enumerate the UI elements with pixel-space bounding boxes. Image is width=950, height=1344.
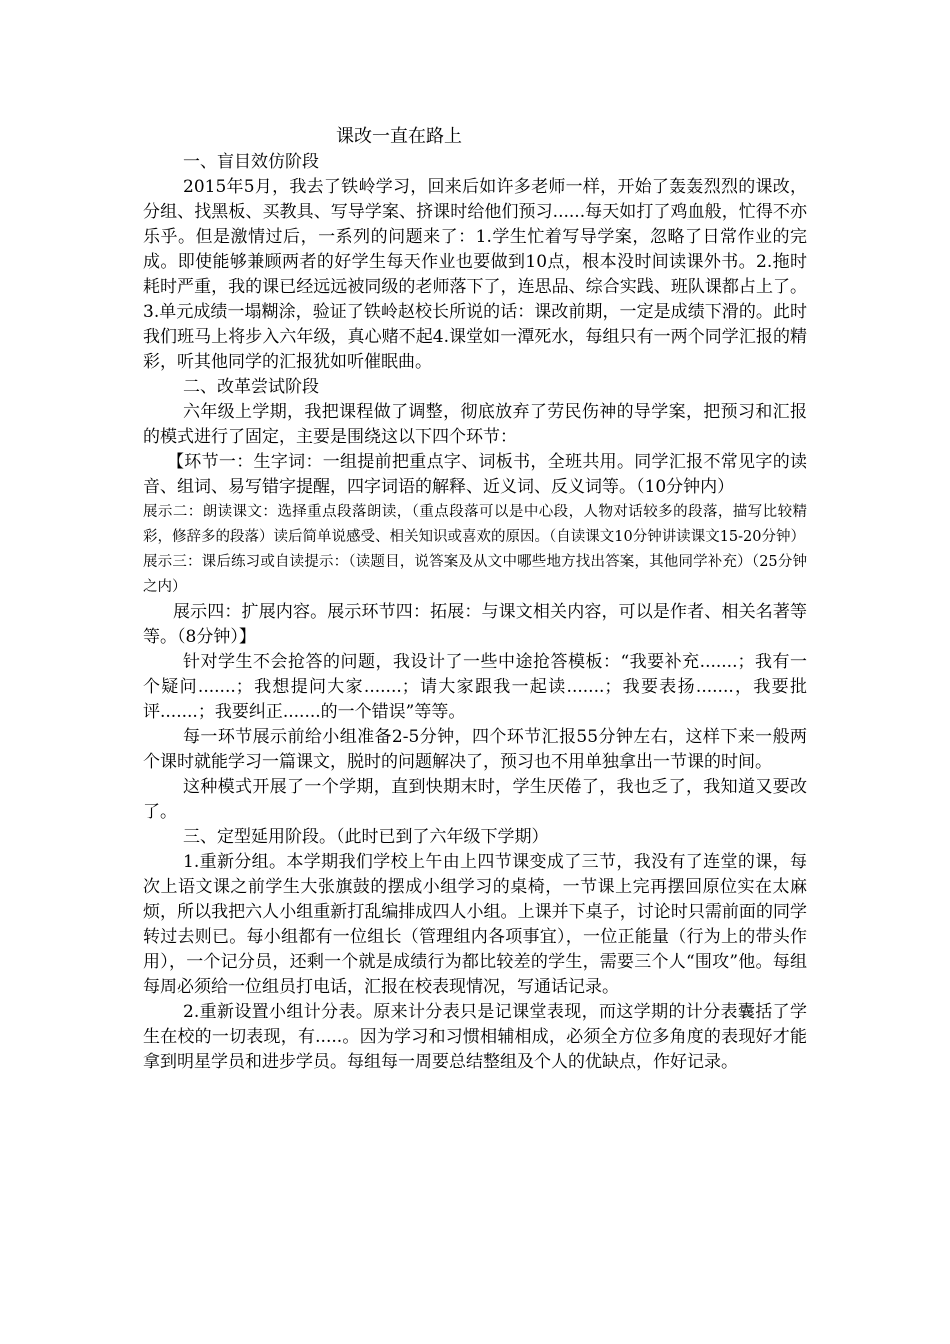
paragraph: 针对学生不会抢答的问题，我设计了一些中途抢答模板：“我要补充.......；我有一个疑问.......；我想提问大家.......；请大家跟我一起读.......；我要表扬.......，我要批评.......；我要纠正.......的一个错误”等等。 — [143, 652, 807, 722]
paragraph: 2.重新设置小组计分表。原来计分表只是记课堂表现，而这学期的计分表囊括了学生在校的一切表现，有.....。因为学习和习惯相辅相成，必须全方位多角度的表现好才能拿到明星学员和进步学员。每组每一周要总结整组及个人的优缺点，作好记录。 — [143, 1002, 807, 1072]
section-heading-1: 一、盲目效仿阶段 — [183, 152, 319, 172]
section-heading-3: 三、定型延用阶段。（此时已到了六年级下学期） — [183, 827, 549, 847]
paragraph: 1.重新分组。本学期我们学校上午由上四节课变成了三节，我没有了连堂的课，每次上语文课之前学生大张旗鼓的摆成小组学习的桌椅，一节课上完再摆回原位实在太麻烦，所以我把六人小组重新打乱编排成四人小组。上课并下桌子，讨论时只需前面的同学转过去则已。每小组都有一位组长（管理组内各项事宜），一位正能量（行为上的带头作用），一个记分员，还剩一个就是成绩行为都比较差的学生，需要三个人“围攻”他。每组每周必须给一位组员打电话，汇报在校表现情况，写通话记录。 — [143, 852, 807, 997]
paragraph: 每一环节展示前给小组准备2-5分钟，四个环节汇报55分钟左右，这样下来一般两个课时就能学习一篇课文，脱时的问题解决了，预习也不用单独拿出一节课的时间。 — [143, 727, 807, 772]
paragraph-step-3: 展示三：课后练习或自读提示：（读题目，说答案及从文中哪些地方找出答案，其他同学补充）（25分钟之内） — [143, 554, 807, 595]
section-heading-2: 二、改革尝试阶段 — [183, 377, 319, 397]
paragraph: 这种模式开展了一个学期，直到快期末时，学生厌倦了，我也乏了，我知道又要改了。 — [143, 777, 807, 822]
document-body — [143, 150, 807, 1075]
paragraph-step-1: 【环节一：生字词：一组提前把重点字、词板书，全班共用。同学汇报不常见字的读音、组词、易写错字提醒，四字词语的解释、近义词、反义词等。（10分钟内） — [143, 452, 807, 497]
paragraph: 六年级上学期，我把课程做了调整，彻底放弃了劳民伤神的导学案，把预习和汇报的模式进行了固定，主要是围绕这以下四个环节： — [143, 402, 807, 447]
document-title: 课改一直在路上 — [336, 126, 462, 147]
paragraph: 2015年5月，我去了铁岭学习，回来后如许多老师一样，开始了轰轰烈烈的课改，分组、找黑板、买教具、写导学案、挤课时给他们预习......每天如打了鸡血般，忙得不亦乐乎。但是激情过后，一系列的问题来了：1.学生忙着写导学案，忽略了日常作业的完成。即使能够兼顾两者的好学生每天作业也要做到10点，根本没时间读课外书。2.拖时耗时严重，我的课已经远远被同级的老师落下了，连思品、综合实践、班队课都占上了。3.单元成绩一塌糊涂，验证了铁岭赵校长所说的话：课改前期，一定是成绩下滑的。此时我们班马上将步入六年级，真心赌不起4.课堂如一潭死水，每组只有一两个同学汇报的精彩，听其他同学的汇报犹如听催眠曲。 — [143, 177, 807, 372]
paragraph-step-2: 展示二：朗读课文：选择重点段落朗读，（重点段落可以是中心段，人物对话较多的段落，描写比较精彩，修辞多的段落）读后简单说感受、相关知识或喜欢的原因。（自读课文10分钟讲读课文15-20分钟） — [143, 504, 807, 545]
paragraph-step-4: 展示四：扩展内容。展示环节四：拓展：与课文相关内容，可以是作者、相关名著等等。（8分钟）】 — [143, 602, 807, 647]
